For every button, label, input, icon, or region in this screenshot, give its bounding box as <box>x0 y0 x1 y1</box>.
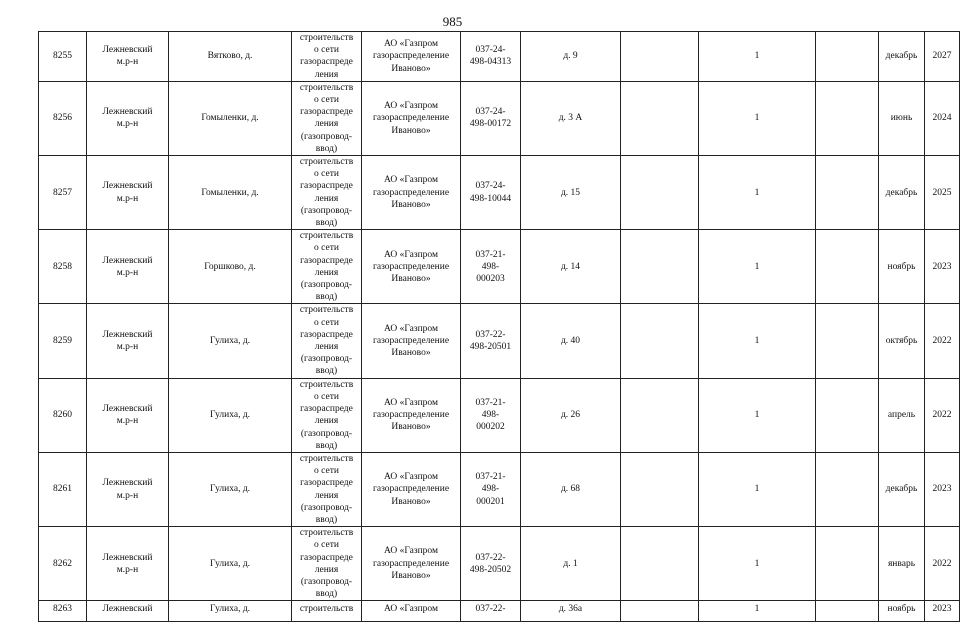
table-row <box>39 32 960 82</box>
company-cell: АО «Газпром газораспределение Иваново» <box>362 304 461 378</box>
work-type-cell: строительств о сети газораспреде ления <box>292 32 362 82</box>
address-cell: д. 14 <box>521 230 621 304</box>
address-cell: д. 40 <box>521 304 621 378</box>
locality-cell: Гомыленки, д. <box>169 81 292 155</box>
district-cell: Лежневский м.р-н <box>87 378 169 452</box>
month-cell: октябрь <box>879 304 925 378</box>
company-cell: АО «Газпром <box>362 601 461 622</box>
table-row <box>39 601 960 622</box>
code-cell: 037-21- 498- 000203 <box>461 230 521 304</box>
year-cell: 2023 <box>925 452 960 526</box>
district-cell: Лежневский м.р-н <box>87 156 169 230</box>
quantity-cell: 1 <box>699 32 816 82</box>
month-cell: декабрь <box>879 452 925 526</box>
quantity-cell: 1 <box>699 156 816 230</box>
table-row <box>39 527 960 601</box>
month-cell: ноябрь <box>879 601 925 622</box>
locality-cell: Гулиха, д. <box>169 601 292 622</box>
empty-cell <box>621 527 699 601</box>
empty-cell <box>816 32 879 82</box>
address-cell: д. 3 А <box>521 81 621 155</box>
work-type-cell: строительств о сети газораспреде ления (газопровод- ввод) <box>292 304 362 378</box>
month-cell: декабрь <box>879 156 925 230</box>
district-cell: Лежневский <box>87 601 169 622</box>
code-cell: 037-21- 498- 000201 <box>461 452 521 526</box>
empty-cell <box>621 378 699 452</box>
empty-cell <box>621 81 699 155</box>
year-cell: 2022 <box>925 378 960 452</box>
company-cell: АО «Газпром газораспределение Иваново» <box>362 230 461 304</box>
district-cell: Лежневский м.р-н <box>87 32 169 82</box>
row-number-cell: 8256 <box>39 81 87 155</box>
row-number-cell: 8263 <box>39 601 87 622</box>
row-number-cell: 8259 <box>39 304 87 378</box>
work-type-cell: строительств о сети газораспреде ления (газопровод- ввод) <box>292 527 362 601</box>
address-cell: д. 68 <box>521 452 621 526</box>
code-cell: 037-21- 498- 000202 <box>461 378 521 452</box>
empty-cell <box>816 527 879 601</box>
work-type-cell: строительств о сети газораспреде ления (газопровод- ввод) <box>292 81 362 155</box>
company-cell: АО «Газпром газораспределение Иваново» <box>362 378 461 452</box>
quantity-cell: 1 <box>699 601 816 622</box>
empty-cell <box>621 601 699 622</box>
table-row <box>39 304 960 378</box>
empty-cell <box>621 452 699 526</box>
code-cell: 037-24- 498-04313 <box>461 32 521 82</box>
address-cell: д. 15 <box>521 156 621 230</box>
table-row <box>39 156 960 230</box>
empty-cell <box>621 230 699 304</box>
month-cell: январь <box>879 527 925 601</box>
company-cell: АО «Газпром газораспределение Иваново» <box>362 81 461 155</box>
work-type-cell: строительств о сети газораспреде ления (газопровод- ввод) <box>292 452 362 526</box>
address-cell: д. 26 <box>521 378 621 452</box>
table-row <box>39 230 960 304</box>
quantity-cell: 1 <box>699 230 816 304</box>
address-cell: д. 9 <box>521 32 621 82</box>
empty-cell <box>816 378 879 452</box>
locality-cell: Гомыленки, д. <box>169 156 292 230</box>
empty-cell <box>816 230 879 304</box>
month-cell: апрель <box>879 378 925 452</box>
work-type-cell: строительств о сети газораспреде ления (газопровод- ввод) <box>292 230 362 304</box>
month-cell: июнь <box>879 81 925 155</box>
code-cell: 037-24- 498-10044 <box>461 156 521 230</box>
empty-cell <box>816 81 879 155</box>
month-cell: декабрь <box>879 32 925 82</box>
work-type-cell: строительств о сети газораспреде ления (газопровод- ввод) <box>292 378 362 452</box>
district-cell: Лежневский м.р-н <box>87 81 169 155</box>
year-cell: 2022 <box>925 304 960 378</box>
locality-cell: Гулиха, д. <box>169 527 292 601</box>
quantity-cell: 1 <box>699 81 816 155</box>
address-cell: д. 36а <box>521 601 621 622</box>
district-cell: Лежневский м.р-н <box>87 527 169 601</box>
row-number-cell: 8260 <box>39 378 87 452</box>
month-cell: ноябрь <box>879 230 925 304</box>
table-row <box>39 81 960 155</box>
row-number-cell: 8255 <box>39 32 87 82</box>
empty-cell <box>816 304 879 378</box>
address-cell: д. 1 <box>521 527 621 601</box>
locality-cell: Гулиха, д. <box>169 452 292 526</box>
company-cell: АО «Газпром газораспределение Иваново» <box>362 156 461 230</box>
district-cell: Лежневский м.р-н <box>87 230 169 304</box>
company-cell: АО «Газпром газораспределение Иваново» <box>362 452 461 526</box>
code-cell: 037-22- 498-20501 <box>461 304 521 378</box>
row-number-cell: 8258 <box>39 230 87 304</box>
row-number-cell: 8257 <box>39 156 87 230</box>
year-cell: 2022 <box>925 527 960 601</box>
locality-cell: Вятково, д. <box>169 32 292 82</box>
year-cell: 2023 <box>925 230 960 304</box>
company-cell: АО «Газпром газораспределение Иваново» <box>362 527 461 601</box>
quantity-cell: 1 <box>699 527 816 601</box>
district-cell: Лежневский м.р-н <box>87 304 169 378</box>
empty-cell <box>621 32 699 82</box>
quantity-cell: 1 <box>699 452 816 526</box>
year-cell: 2025 <box>925 156 960 230</box>
code-cell: 037-24- 498-00172 <box>461 81 521 155</box>
quantity-cell: 1 <box>699 304 816 378</box>
table-row <box>39 378 960 452</box>
locality-cell: Гулиха, д. <box>169 304 292 378</box>
locality-cell: Гулиха, д. <box>169 378 292 452</box>
locality-cell: Горшково, д. <box>169 230 292 304</box>
page-number: 985 <box>442 14 463 29</box>
row-number-cell: 8262 <box>39 527 87 601</box>
registry-table <box>38 31 960 622</box>
empty-cell <box>621 304 699 378</box>
row-number-cell: 8261 <box>39 452 87 526</box>
year-cell: 2023 <box>925 601 960 622</box>
code-cell: 037-22- 498-20502 <box>461 527 521 601</box>
year-cell: 2027 <box>925 32 960 82</box>
work-type-cell: строительств <box>292 601 362 622</box>
code-cell: 037-22- <box>461 601 521 622</box>
empty-cell <box>621 156 699 230</box>
empty-cell <box>816 601 879 622</box>
district-cell: Лежневский м.р-н <box>87 452 169 526</box>
table-row <box>39 452 960 526</box>
company-cell: АО «Газпром газораспределение Иваново» <box>362 32 461 82</box>
empty-cell <box>816 156 879 230</box>
work-type-cell: строительств о сети газораспреде ления (газопровод- ввод) <box>292 156 362 230</box>
year-cell: 2024 <box>925 81 960 155</box>
quantity-cell: 1 <box>699 378 816 452</box>
empty-cell <box>816 452 879 526</box>
